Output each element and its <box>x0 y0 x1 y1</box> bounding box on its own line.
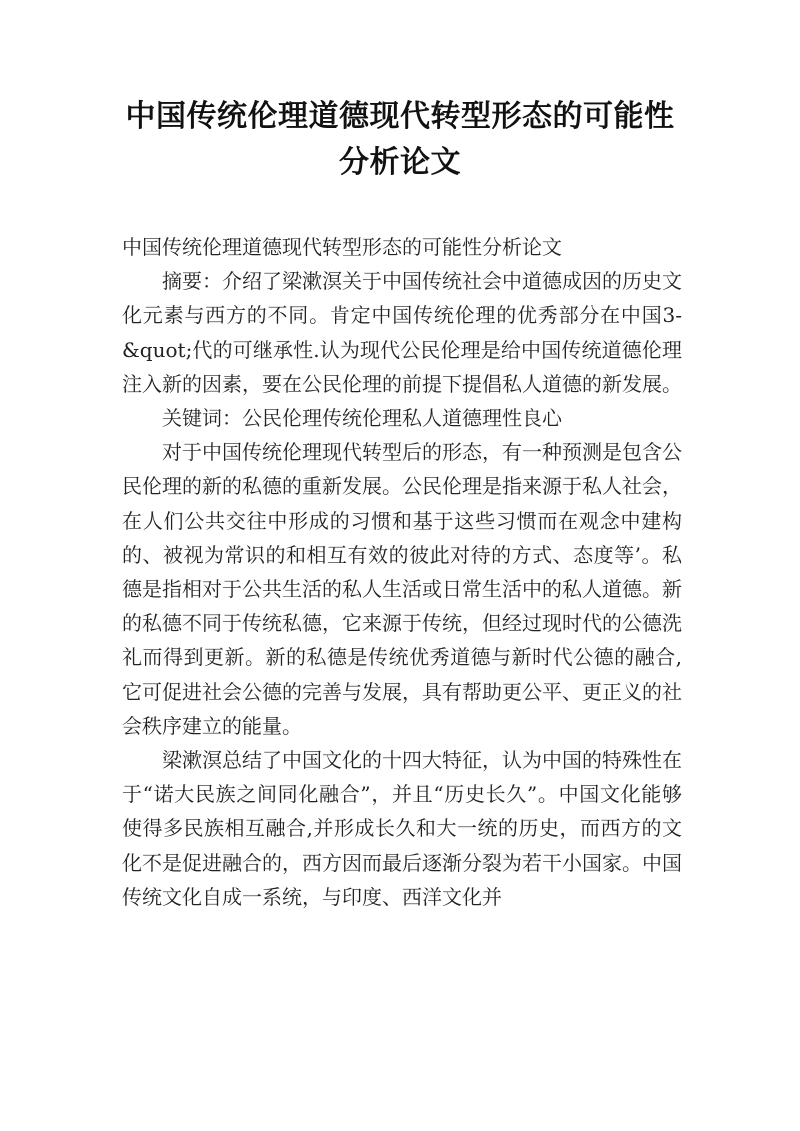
body-paragraph-2: 梁漱溟总结了中国文化的十四大特征，认为中国的特殊性在于“诺大民族之间同化融合”，并且“历史长久”。中国文化能够使得多民族相互融合,并形成长久和大一统的历史，而西方的文化不是促进融合的，西方因而最后逐渐分裂为若干小国家。中国传统文化自成一系统，与印度、西洋文化并 <box>122 748 682 909</box>
title-line-1: 中国传统伦理道德现代转型形态的可能性 <box>125 99 675 134</box>
abstract-paragraph: 摘要：介绍了梁漱溟关于中国传统社会中道德成因的历史文化元素与西方的不同。肯定中国传统伦理的优秀部分在中国3-&quot;代的可继承性.认为现代公民伦理是给中国传统道德伦理注入新的因素，要在公民伦理的前提下提倡私人道德的新发展。 <box>122 269 682 396</box>
keywords-paragraph: 关键词：公民伦理传统伦理私人道德理性良心 <box>162 406 562 431</box>
body-paragraph-1: 对于中国传统伦理现代转型后的形态，有一种预测是包含公民伦理的新的私德的重新发展。公民伦理是指来源于私人社会，在人们公共交往中形成的习惯和基于这些习惯而在观念中建构的、被视为常识的和相互有效的彼此对待的方式、态度等’。私德是指相对于公共生活的私人生活或日常生活中的私人道德。新的私德不同于传统私德，它来源于传统，但经过现时代的公德洗礼而得到更新。新的私德是传统优秀道德与新时代公德的融合,它可促进社会公德的完善与发展，具有帮助更公平、更正义的社会秩序建立的能量。 <box>122 440 682 738</box>
document-title <box>0 94 800 186</box>
subtitle-line: 中国传统伦理道德现代转型形态的可能性分析论文 <box>122 235 562 259</box>
document-body <box>122 230 682 914</box>
title-line-2: 分析论文 <box>339 145 461 180</box>
